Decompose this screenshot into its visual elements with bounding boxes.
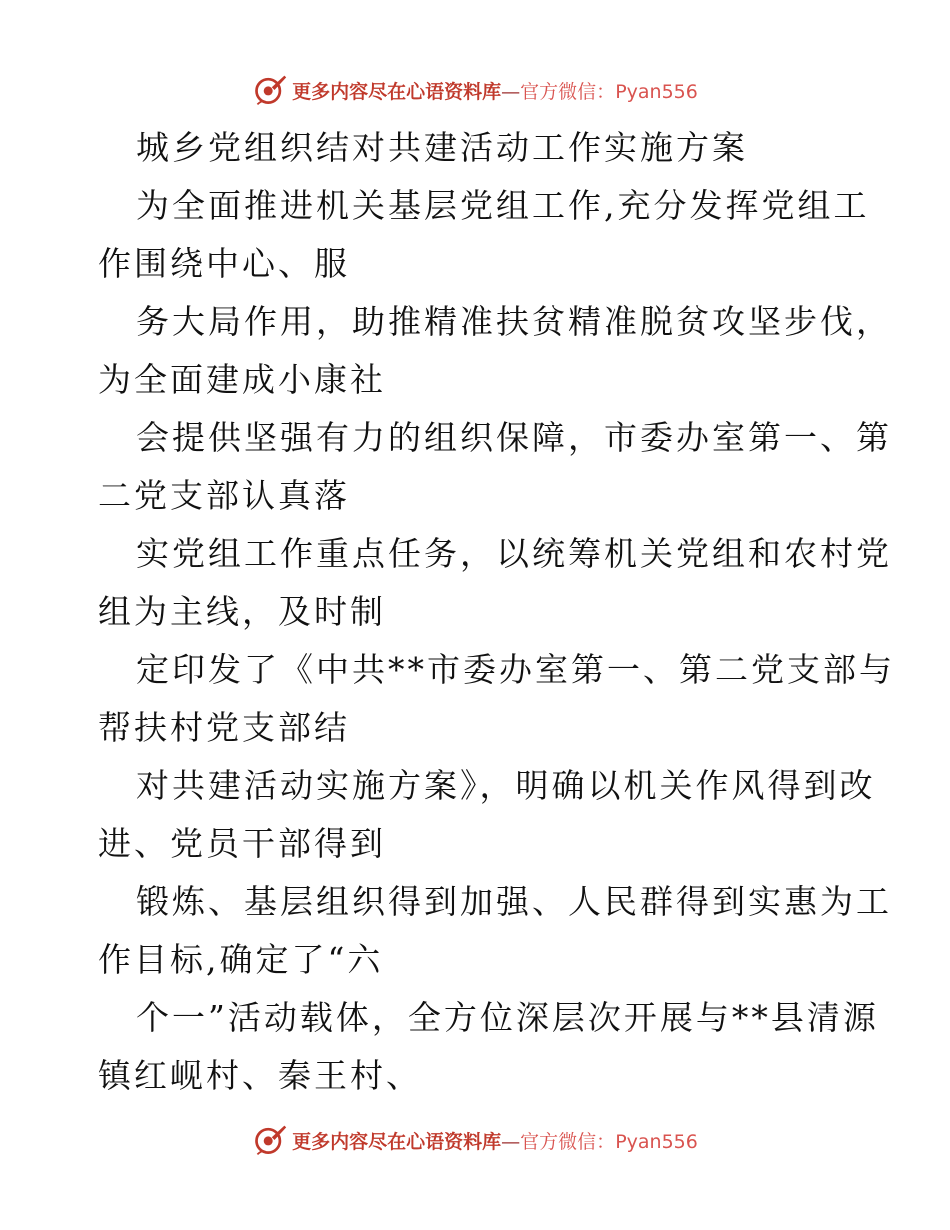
watermark-dash: — — [501, 80, 521, 103]
paragraph-line: 为全面推进机关基层党组工作,充分发挥党组工 — [136, 186, 870, 225]
paragraph-line: 帮扶村党支部结 — [98, 708, 350, 747]
paragraph-line: 锻炼、基层组织得到加强、人民群得到实惠为工 — [136, 882, 892, 921]
footer-watermark — [0, 1120, 950, 1160]
pen-logo-icon — [252, 72, 288, 108]
paragraph-line: 务大局作用，助推精准扶贫精准脱贫攻坚步伐， — [136, 302, 892, 341]
header-watermark — [0, 70, 950, 110]
paragraph-line: 为全面建成小康社 — [98, 360, 386, 399]
watermark-label: 官方微信： — [520, 80, 616, 103]
paragraph-line: 个一”活动载体，全方位深层次开展与**县清源 — [136, 998, 879, 1037]
paragraph-line: 进、党员干部得到 — [98, 824, 386, 863]
paragraph-line: 城乡党组织结对共建活动工作实施方案 — [136, 128, 748, 167]
paragraph-line: 作目标,确定了“六 — [98, 940, 384, 979]
paragraph-line: 会提供坚强有力的组织保障，市委办室第一、第 — [136, 418, 892, 457]
watermark-main-text: 更多内容尽在心语资料库 — [292, 80, 502, 103]
paragraph-line: 对共建活动实施方案》，明确以机关作风得到改 — [136, 766, 876, 805]
watermark-label: 官方微信： — [520, 1130, 616, 1153]
watermark-main-text: 更多内容尽在心语资料库 — [292, 1130, 502, 1153]
paragraph-line: 镇红岘村、秦王村、 — [98, 1056, 422, 1095]
paragraph-line: 组为主线，及时制 — [98, 592, 386, 631]
paragraph-line: 二党支部认真落 — [98, 476, 350, 515]
paragraph-line: 作围绕中心、服 — [98, 244, 350, 283]
document-body — [98, 119, 895, 1105]
watermark-text — [292, 77, 698, 104]
watermark-wechat-id: Pyan556 — [615, 80, 698, 103]
watermark-dash: — — [501, 1130, 521, 1153]
paragraph-line: 定印发了《中共**市委办室第一、第二党支部与 — [136, 650, 895, 689]
watermark-text — [292, 1127, 698, 1154]
pen-logo-icon — [252, 1122, 288, 1158]
paragraph-line: 实党组工作重点任务，以统筹机关党组和农村党 — [136, 534, 892, 573]
watermark-wechat-id: Pyan556 — [615, 1130, 698, 1153]
